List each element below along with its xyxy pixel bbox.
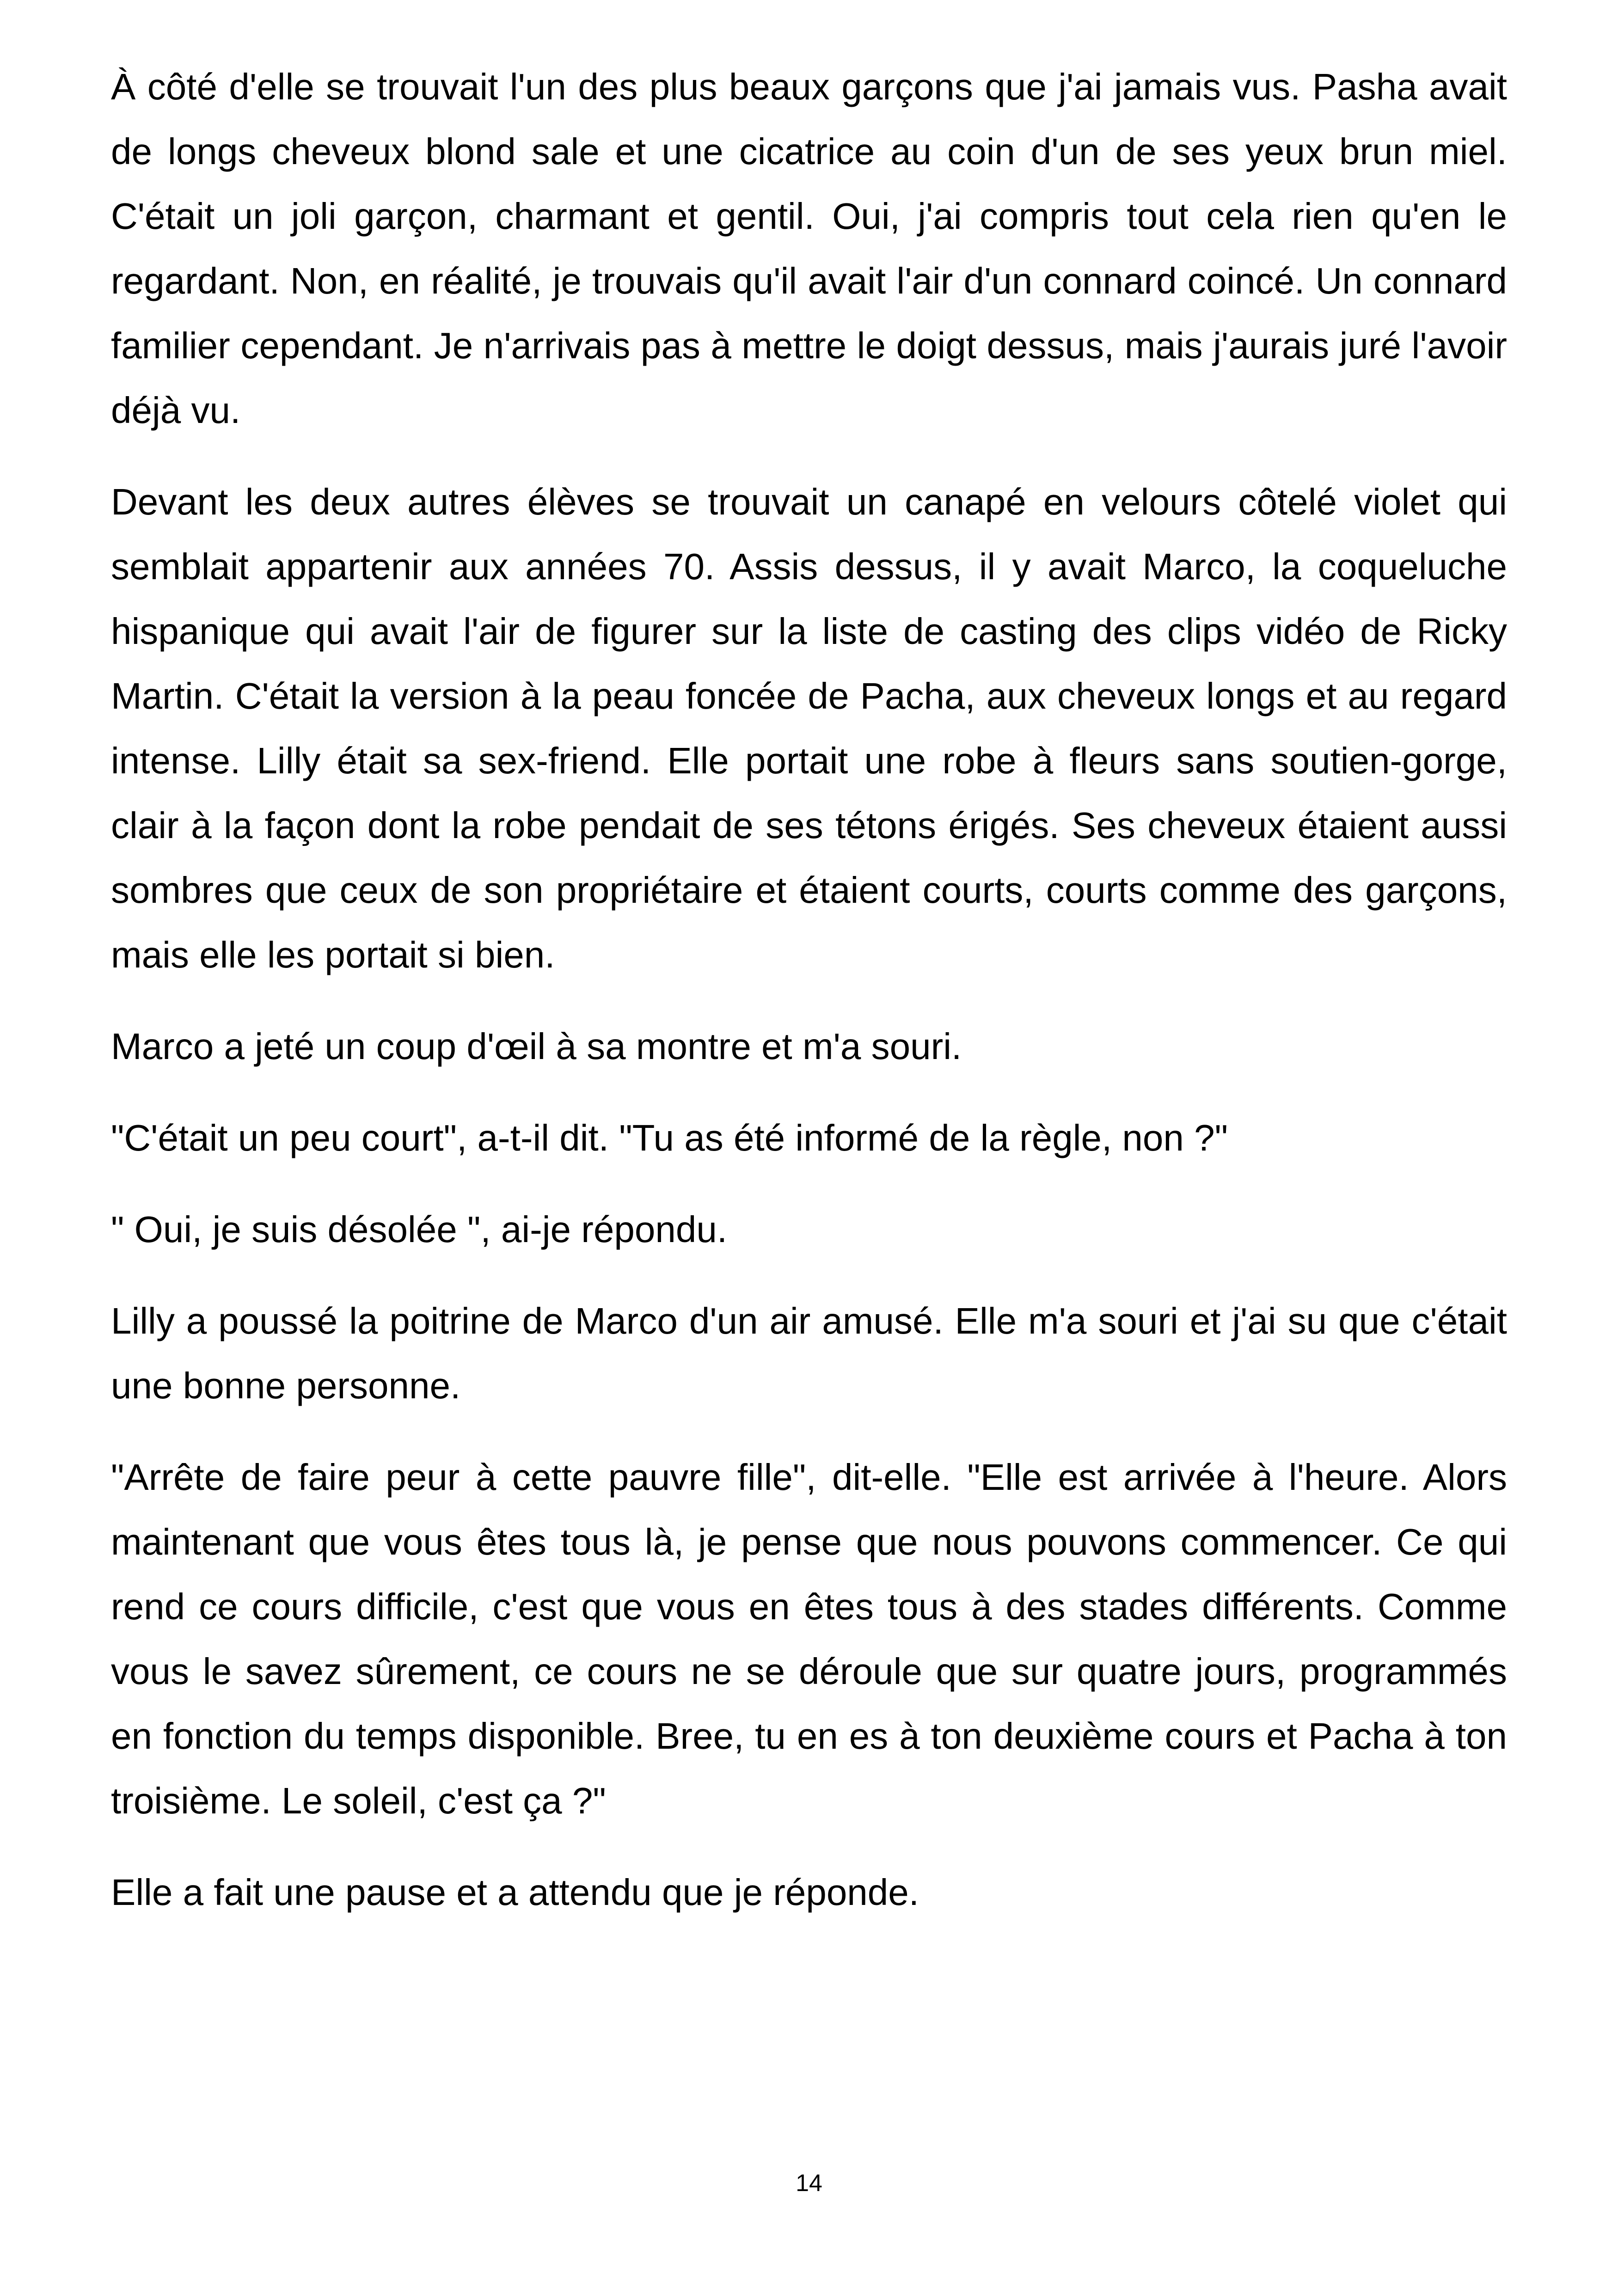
paragraph-6: Lilly a poussé la poitrine de Marco d'un air amusé. Elle m'a souri et j'ai su que c'était une bonne personne.	[111, 1300, 1507, 1406]
paragraph-3: Marco a jeté un coup d'œil à sa montre et m'a souri.	[111, 1026, 962, 1067]
page-body	[111, 55, 1507, 1952]
paragraph-8: Elle a fait une pause et a attendu que je réponde.	[111, 1872, 919, 1913]
paragraph-2: Devant les deux autres élèves se trouvait un canapé en velours côtelé violet qui semblait appartenir aux années 70. Assis dessus, il y avait Marco, la coqueluche hispanique qui avait l'air de figurer sur la liste de casting des clips vidéo de Ricky Martin. C'était la version à la peau foncée de Pacha, aux cheveux longs et au regard intense. Lilly était sa sex-friend. Elle portait une robe à fleurs sans soutien-gorge, clair à la façon dont la robe pendait de ses tétons érigés. Ses cheveux étaient aussi sombres que ceux de son propriétaire et étaient courts, courts comme des garçons, mais elle les portait si bien.	[111, 481, 1507, 975]
paragraph-1: À côté d'elle se trouvait l'un des plus beaux garçons que j'ai jamais vus. Pasha avait de longs cheveux blond sale et une cicatrice au coin d'un de ses yeux brun miel. C'était un joli garçon, charmant et gentil. Oui, j'ai compris tout cela rien qu'en le regardant. Non, en réalité, je trouvais qu'il avait l'air d'un connard coincé. Un connard familier cependant. Je n'arrivais pas à mettre le doigt dessus, mais j'aurais juré l'avoir déjà vu.	[111, 66, 1507, 431]
paragraph-7: "Arrête de faire peur à cette pauvre fille", dit-elle. "Elle est arrivée à l'heure. Alors maintenant que vous êtes tous là, je pense que nous pouvons commencer. Ce qui rend ce cours difficile, c'est que vous en êtes tous à des stades différents. Comme vous le savez sûrement, ce cours ne se déroule que sur quatre jours, programmés en fonction du temps disponible. Bree, tu en es à ton deuxième cours et Pacha à ton troisième. Le soleil, c'est ça ?"	[111, 1457, 1507, 1821]
paragraph-4: "C'était un peu court", a-t-il dit. "Tu as été informé de la règle, non ?"	[111, 1117, 1228, 1158]
page-number: 14	[796, 2170, 822, 2197]
paragraph-5: " Oui, je suis désolée ", ai-je répondu.	[111, 1209, 728, 1250]
